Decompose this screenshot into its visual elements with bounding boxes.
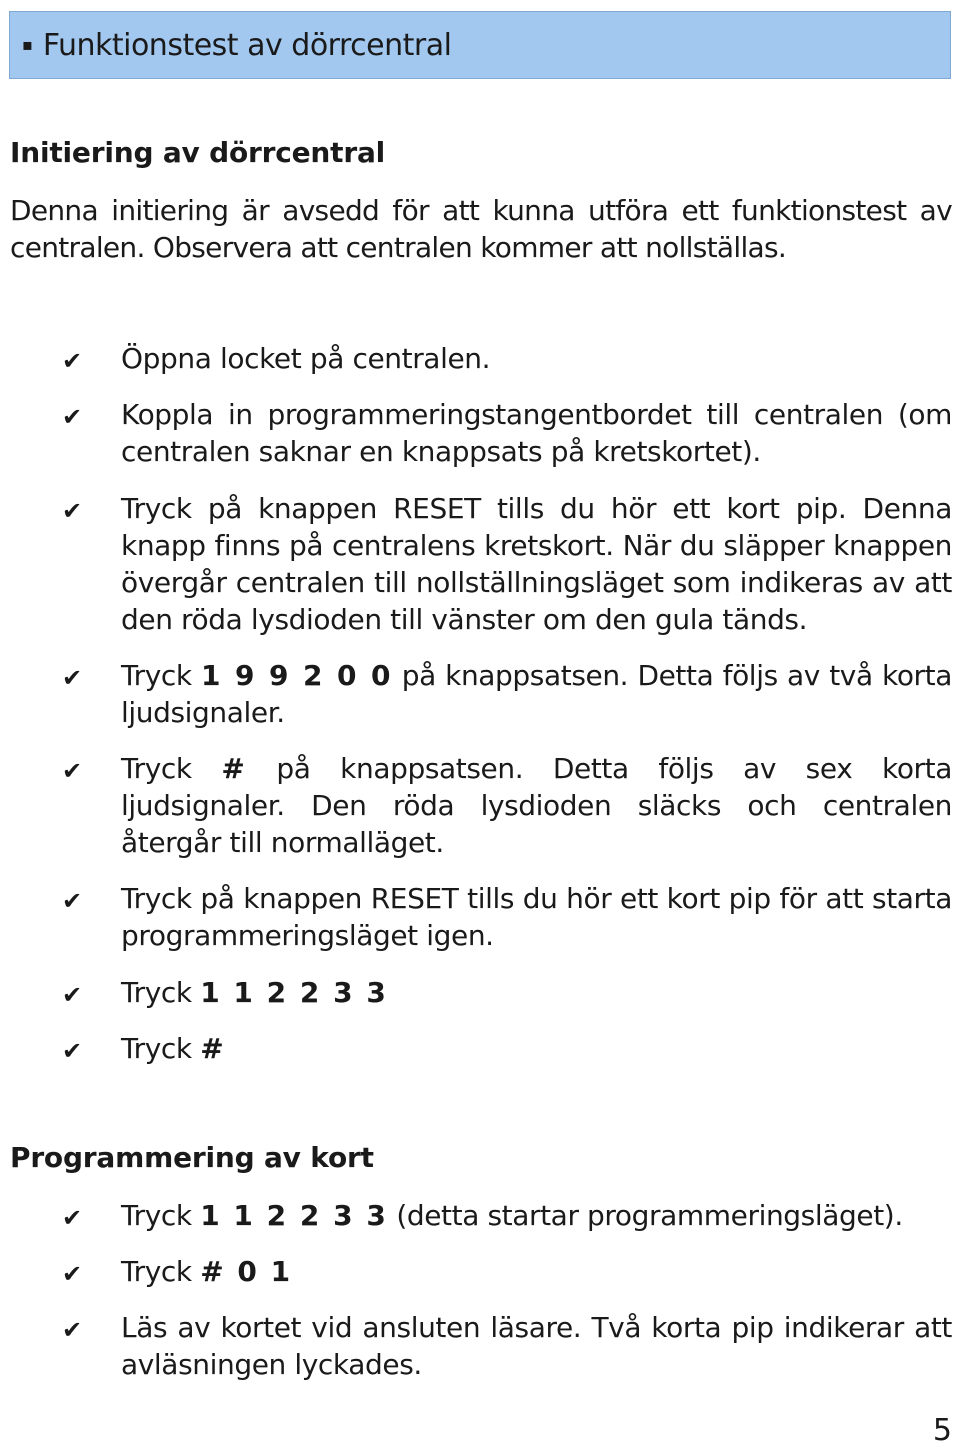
section-heading-initiering: Initiering av dörrcentral: [10, 136, 386, 169]
checkmark-icon: ✔: [62, 887, 83, 915]
checkmark-icon: ✔: [62, 1260, 83, 1288]
key-sequence: #: [221, 752, 247, 785]
step-text: [121, 1030, 952, 1067]
checkmark-icon: ✔: [62, 1316, 83, 1344]
key-sequence: 1 1 2 2 3 3: [200, 1199, 388, 1232]
square-bullet-icon: ▪: [22, 35, 33, 54]
step-text-pre: Tryck: [121, 1255, 201, 1288]
key-sequence: # 0 1: [200, 1255, 293, 1288]
section-heading-programmering: Programmering av kort: [10, 1141, 374, 1174]
header-bar: [9, 11, 951, 79]
checkmark-icon: ✔: [62, 497, 83, 525]
step-text: [121, 750, 952, 861]
step-text: [121, 657, 952, 731]
checkmark-icon: ✔: [62, 403, 83, 431]
key-sequence: 1 1 2 2 3 3: [200, 976, 388, 1009]
step-text: [121, 1253, 952, 1290]
step-text-pre: Tryck: [121, 1032, 201, 1065]
step-text-pre: Tryck: [121, 659, 201, 692]
step-text-pre: Tryck: [121, 752, 222, 785]
checkmark-icon: ✔: [62, 1037, 83, 1065]
page-number: 5: [932, 1413, 952, 1448]
intro-paragraph: Denna initiering är avsedd för att kunna utföra ett funktionstest av centralen. Observera att centralen kommer att nollställas.: [10, 194, 952, 264]
step-text: Koppla in programmeringstangentbordet till centralen (om centralen saknar en knappsats på kretskortet).: [121, 398, 952, 468]
checkmark-icon: ✔: [62, 664, 83, 692]
step-text: Öppna locket på centralen.: [121, 342, 491, 375]
step-text: [121, 974, 952, 1011]
checkmark-icon: ✔: [62, 1204, 83, 1232]
checkmark-icon: ✔: [62, 981, 83, 1009]
step-text-pre: Tryck: [121, 976, 201, 1009]
step-text: Läs av kortet vid ansluten läsare. Två korta pip indikerar att avläsningen lyckades.: [121, 1311, 952, 1381]
key-sequence: 1 9 9 2 0 0: [200, 659, 393, 692]
checkmark-icon: ✔: [62, 347, 83, 375]
step-text-pre: Tryck: [121, 1199, 201, 1232]
step-text: Tryck på knappen RESET tills du hör ett kort pip. Denna knapp finns på centralens kretskort. När du släpper knappen övergår centralen till nollställningsläget som indikeras av att den röda lysdioden till vänster om den gula tänds.: [121, 492, 952, 636]
step-text: [121, 1197, 952, 1234]
step-text-post: på knappsatsen. Detta följs av två korta ljudsignaler.: [121, 659, 953, 729]
key-sequence: #: [200, 1032, 226, 1065]
step-text-post: på knappsatsen. Detta följs av sex korta ljudsignaler. Den röda lysdioden släcks och centralen återgår till normalläget.: [121, 752, 952, 859]
page-title: Funktionstest av dörrcentral: [42, 27, 452, 63]
step-text-post: (detta startar programmeringsläget).: [387, 1199, 903, 1232]
checkmark-icon: ✔: [62, 757, 83, 785]
step-text: Tryck på knappen RESET tills du hör ett kort pip för att starta programmeringsläget igen.: [121, 882, 952, 952]
